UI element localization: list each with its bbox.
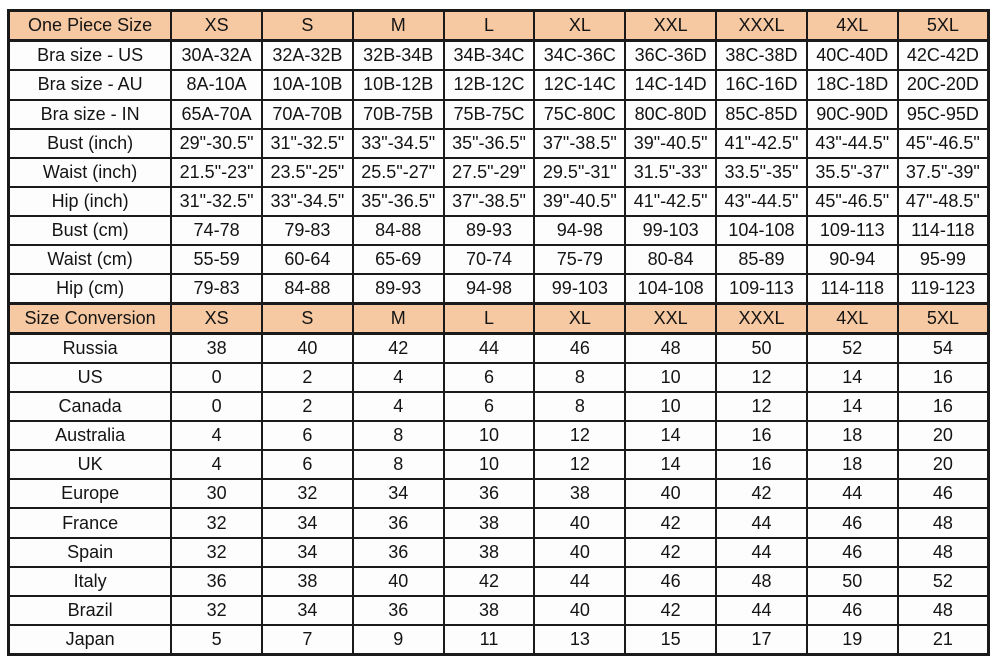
row-label-cell: Australia	[9, 421, 172, 450]
data-cell: 38	[534, 479, 625, 508]
data-cell: 25.5"-27"	[353, 158, 444, 187]
data-cell: 44	[534, 567, 625, 596]
data-cell: 4	[171, 421, 262, 450]
data-cell: 14	[807, 392, 898, 421]
row-label-cell: Bra size - IN	[9, 100, 172, 129]
row-label-cell: Italy	[9, 567, 172, 596]
data-cell: 42C-42D	[898, 41, 989, 71]
data-cell: 32	[171, 596, 262, 625]
data-cell: 55-59	[171, 245, 262, 274]
data-cell: 0	[171, 392, 262, 421]
data-cell: 33"-34.5"	[262, 187, 353, 216]
data-cell: 38	[444, 508, 535, 537]
data-cell: 39"-40.5"	[534, 187, 625, 216]
table-row	[9, 334, 989, 364]
data-cell: 10	[625, 363, 716, 392]
data-cell: 47"-48.5"	[898, 187, 989, 216]
table-row	[9, 216, 989, 245]
data-cell: 99-103	[625, 216, 716, 245]
section-title-cell: Size Conversion	[9, 303, 172, 333]
data-cell: 10	[444, 421, 535, 450]
row-label-cell: US	[9, 363, 172, 392]
data-cell: 42	[444, 567, 535, 596]
data-cell: 44	[444, 334, 535, 364]
column-header-cell: XL	[534, 303, 625, 333]
data-cell: 34	[262, 538, 353, 567]
column-header-cell: XL	[534, 11, 625, 41]
data-cell: 119-123	[898, 274, 989, 304]
data-cell: 38	[444, 596, 535, 625]
data-cell: 15	[625, 625, 716, 655]
data-cell: 46	[807, 538, 898, 567]
data-cell: 12	[534, 450, 625, 479]
data-cell: 95C-95D	[898, 100, 989, 129]
data-cell: 104-108	[716, 216, 807, 245]
data-cell: 34	[262, 508, 353, 537]
data-cell: 31"-32.5"	[171, 187, 262, 216]
data-cell: 46	[534, 334, 625, 364]
section-title-cell: One Piece Size	[9, 11, 172, 41]
data-cell: 36	[171, 567, 262, 596]
column-header-cell: XS	[171, 303, 262, 333]
column-header-cell: XXL	[625, 11, 716, 41]
row-label-cell: Bra size - US	[9, 41, 172, 71]
data-cell: 4	[353, 392, 444, 421]
data-cell: 18C-18D	[807, 70, 898, 99]
data-cell: 16	[716, 421, 807, 450]
data-cell: 34	[353, 479, 444, 508]
data-cell: 6	[444, 363, 535, 392]
data-cell: 60-64	[262, 245, 353, 274]
data-cell: 75C-80C	[534, 100, 625, 129]
data-cell: 42	[353, 334, 444, 364]
data-cell: 42	[716, 479, 807, 508]
table-row	[9, 479, 989, 508]
data-cell: 12B-12C	[444, 70, 535, 99]
data-cell: 31.5"-33"	[625, 158, 716, 187]
row-label-cell: Europe	[9, 479, 172, 508]
data-cell: 36	[353, 596, 444, 625]
data-cell: 10A-10B	[262, 70, 353, 99]
data-cell: 74-78	[171, 216, 262, 245]
data-cell: 40	[262, 334, 353, 364]
data-cell: 16	[898, 392, 989, 421]
data-cell: 104-108	[625, 274, 716, 304]
data-cell: 48	[716, 567, 807, 596]
data-cell: 32	[171, 538, 262, 567]
data-cell: 89-93	[444, 216, 535, 245]
row-label-cell: Waist (inch)	[9, 158, 172, 187]
data-cell: 34	[262, 596, 353, 625]
data-cell: 8	[534, 392, 625, 421]
data-cell: 40C-40D	[807, 41, 898, 71]
column-header-cell: 5XL	[898, 303, 989, 333]
data-cell: 12	[716, 363, 807, 392]
data-cell: 12C-14C	[534, 70, 625, 99]
data-cell: 37"-38.5"	[534, 129, 625, 158]
data-cell: 48	[898, 538, 989, 567]
data-cell: 32B-34B	[353, 41, 444, 71]
data-cell: 70B-75B	[353, 100, 444, 129]
data-cell: 94-98	[534, 216, 625, 245]
table-row	[9, 245, 989, 274]
column-header-cell: 5XL	[898, 11, 989, 41]
data-cell: 10	[444, 450, 535, 479]
row-label-cell: Russia	[9, 334, 172, 364]
data-cell: 38	[444, 538, 535, 567]
data-cell: 21	[898, 625, 989, 655]
data-cell: 14	[807, 363, 898, 392]
table-body	[9, 11, 989, 655]
data-cell: 114-118	[807, 274, 898, 304]
row-label-cell: UK	[9, 450, 172, 479]
data-cell: 39"-40.5"	[625, 129, 716, 158]
data-cell: 84-88	[353, 216, 444, 245]
data-cell: 35"-36.5"	[353, 187, 444, 216]
data-cell: 31"-32.5"	[262, 129, 353, 158]
data-cell: 13	[534, 625, 625, 655]
data-cell: 99-103	[534, 274, 625, 304]
data-cell: 41"-42.5"	[716, 129, 807, 158]
data-cell: 46	[898, 479, 989, 508]
data-cell: 45"-46.5"	[807, 187, 898, 216]
data-cell: 45"-46.5"	[898, 129, 989, 158]
data-cell: 14	[625, 421, 716, 450]
data-cell: 114-118	[898, 216, 989, 245]
data-cell: 52	[807, 334, 898, 364]
data-cell: 95-99	[898, 245, 989, 274]
table-row	[9, 392, 989, 421]
table-row	[9, 187, 989, 216]
data-cell: 0	[171, 363, 262, 392]
data-cell: 30A-32A	[171, 41, 262, 71]
data-cell: 36	[444, 479, 535, 508]
data-cell: 42	[625, 596, 716, 625]
data-cell: 18	[807, 450, 898, 479]
data-cell: 36C-36D	[625, 41, 716, 71]
row-label-cell: Hip (cm)	[9, 274, 172, 304]
data-cell: 20	[898, 421, 989, 450]
data-cell: 4	[171, 450, 262, 479]
row-label-cell: France	[9, 508, 172, 537]
data-cell: 14	[625, 450, 716, 479]
table-row	[9, 508, 989, 537]
data-cell: 44	[807, 479, 898, 508]
column-header-cell: XXXL	[716, 11, 807, 41]
data-cell: 36	[353, 538, 444, 567]
data-cell: 79-83	[171, 274, 262, 304]
data-cell: 46	[807, 508, 898, 537]
data-cell: 42	[625, 538, 716, 567]
data-cell: 2	[262, 363, 353, 392]
data-cell: 41"-42.5"	[625, 187, 716, 216]
row-label-cell: Brazil	[9, 596, 172, 625]
column-header-cell: S	[262, 11, 353, 41]
data-cell: 40	[353, 567, 444, 596]
data-cell: 29.5"-31"	[534, 158, 625, 187]
data-cell: 8	[353, 450, 444, 479]
column-header-cell: 4XL	[807, 303, 898, 333]
row-label-cell: Bust (inch)	[9, 129, 172, 158]
data-cell: 48	[898, 596, 989, 625]
data-cell: 7	[262, 625, 353, 655]
column-header-cell: S	[262, 303, 353, 333]
data-cell: 6	[262, 421, 353, 450]
data-cell: 8	[534, 363, 625, 392]
data-cell: 16	[898, 363, 989, 392]
column-header-cell: L	[444, 303, 535, 333]
data-cell: 90C-90D	[807, 100, 898, 129]
data-cell: 40	[534, 508, 625, 537]
data-cell: 4	[353, 363, 444, 392]
data-cell: 80-84	[625, 245, 716, 274]
data-cell: 23.5"-25"	[262, 158, 353, 187]
data-cell: 85C-85D	[716, 100, 807, 129]
column-header-cell: M	[353, 303, 444, 333]
header-row	[9, 303, 989, 333]
data-cell: 38	[171, 334, 262, 364]
row-label-cell: Bust (cm)	[9, 216, 172, 245]
data-cell: 30	[171, 479, 262, 508]
data-cell: 70A-70B	[262, 100, 353, 129]
data-cell: 46	[807, 596, 898, 625]
data-cell: 20	[898, 450, 989, 479]
data-cell: 8A-10A	[171, 70, 262, 99]
data-cell: 44	[716, 596, 807, 625]
row-label-cell: Spain	[9, 538, 172, 567]
data-cell: 70-74	[444, 245, 535, 274]
data-cell: 52	[898, 567, 989, 596]
data-cell: 5	[171, 625, 262, 655]
table-row	[9, 100, 989, 129]
table-row	[9, 274, 989, 304]
table-row	[9, 596, 989, 625]
column-header-cell: 4XL	[807, 11, 898, 41]
data-cell: 42	[625, 508, 716, 537]
data-cell: 40	[625, 479, 716, 508]
data-cell: 6	[262, 450, 353, 479]
data-cell: 79-83	[262, 216, 353, 245]
data-cell: 10	[625, 392, 716, 421]
column-header-cell: L	[444, 11, 535, 41]
table-row	[9, 625, 989, 655]
column-header-cell: XXXL	[716, 303, 807, 333]
column-header-cell: XS	[171, 11, 262, 41]
data-cell: 17	[716, 625, 807, 655]
data-cell: 32	[171, 508, 262, 537]
table-row	[9, 450, 989, 479]
data-cell: 19	[807, 625, 898, 655]
table-row	[9, 421, 989, 450]
table-row	[9, 567, 989, 596]
table-row	[9, 129, 989, 158]
data-cell: 6	[444, 392, 535, 421]
data-cell: 34C-36C	[534, 41, 625, 71]
data-cell: 85-89	[716, 245, 807, 274]
data-cell: 14C-14D	[625, 70, 716, 99]
data-cell: 32A-32B	[262, 41, 353, 71]
data-cell: 84-88	[262, 274, 353, 304]
data-cell: 65-69	[353, 245, 444, 274]
data-cell: 109-113	[807, 216, 898, 245]
data-cell: 48	[898, 508, 989, 537]
data-cell: 2	[262, 392, 353, 421]
data-cell: 50	[716, 334, 807, 364]
data-cell: 9	[353, 625, 444, 655]
data-cell: 90-94	[807, 245, 898, 274]
table-row	[9, 70, 989, 99]
data-cell: 35"-36.5"	[444, 129, 535, 158]
data-cell: 65A-70A	[171, 100, 262, 129]
data-cell: 36	[353, 508, 444, 537]
data-cell: 21.5"-23"	[171, 158, 262, 187]
data-cell: 44	[716, 508, 807, 537]
data-cell: 43"-44.5"	[807, 129, 898, 158]
data-cell: 12	[534, 421, 625, 450]
table-row	[9, 363, 989, 392]
data-cell: 18	[807, 421, 898, 450]
column-header-cell: M	[353, 11, 444, 41]
data-cell: 94-98	[444, 274, 535, 304]
data-cell: 80C-80D	[625, 100, 716, 129]
data-cell: 20C-20D	[898, 70, 989, 99]
data-cell: 40	[534, 538, 625, 567]
data-cell: 33"-34.5"	[353, 129, 444, 158]
data-cell: 54	[898, 334, 989, 364]
column-header-cell: XXL	[625, 303, 716, 333]
data-cell: 8	[353, 421, 444, 450]
data-cell: 27.5"-29"	[444, 158, 535, 187]
data-cell: 46	[625, 567, 716, 596]
data-cell: 32	[262, 479, 353, 508]
data-cell: 38C-38D	[716, 41, 807, 71]
table-row	[9, 158, 989, 187]
row-label-cell: Bra size - AU	[9, 70, 172, 99]
data-cell: 16	[716, 450, 807, 479]
size-chart-table	[7, 9, 990, 656]
row-label-cell: Waist (cm)	[9, 245, 172, 274]
header-row	[9, 11, 989, 41]
data-cell: 44	[716, 538, 807, 567]
data-cell: 43"-44.5"	[716, 187, 807, 216]
data-cell: 40	[534, 596, 625, 625]
data-cell: 35.5"-37"	[807, 158, 898, 187]
data-cell: 75-79	[534, 245, 625, 274]
data-cell: 12	[716, 392, 807, 421]
row-label-cell: Hip (inch)	[9, 187, 172, 216]
data-cell: 37"-38.5"	[444, 187, 535, 216]
data-cell: 48	[625, 334, 716, 364]
row-label-cell: Japan	[9, 625, 172, 655]
data-cell: 37.5"-39"	[898, 158, 989, 187]
data-cell: 38	[262, 567, 353, 596]
table-row	[9, 538, 989, 567]
data-cell: 33.5"-35"	[716, 158, 807, 187]
table-row	[9, 41, 989, 71]
data-cell: 89-93	[353, 274, 444, 304]
data-cell: 29"-30.5"	[171, 129, 262, 158]
data-cell: 109-113	[716, 274, 807, 304]
data-cell: 75B-75C	[444, 100, 535, 129]
data-cell: 10B-12B	[353, 70, 444, 99]
data-cell: 11	[444, 625, 535, 655]
data-cell: 50	[807, 567, 898, 596]
data-cell: 34B-34C	[444, 41, 535, 71]
data-cell: 16C-16D	[716, 70, 807, 99]
row-label-cell: Canada	[9, 392, 172, 421]
